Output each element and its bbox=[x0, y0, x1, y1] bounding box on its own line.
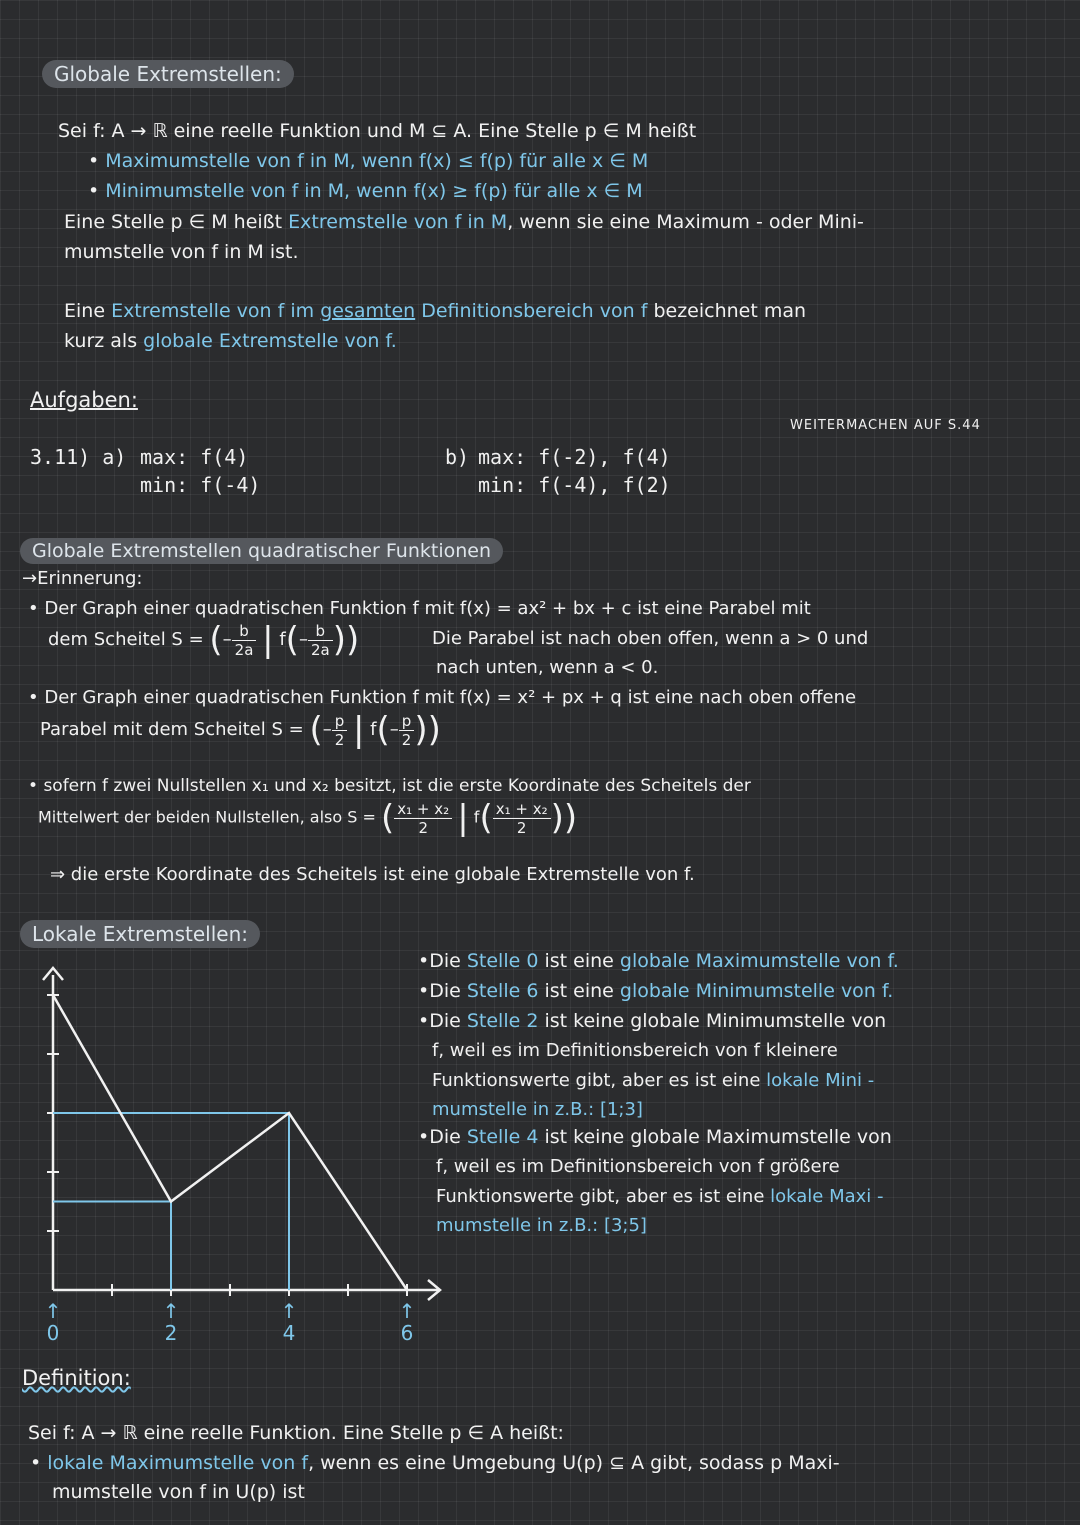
task-a-label: 3.11) a) bbox=[30, 445, 127, 469]
vertex-formula-3: Mittelwert der beiden Nullstellen, also S = ( $\frac{\text{x₁ + x₂}}{2}$ | f( $\frac{\text{x₁ + x₂}}{2}$ )) bbox=[38, 798, 578, 838]
text: Die bbox=[429, 950, 467, 972]
bar: | bbox=[262, 620, 274, 660]
reminder-label: →Erinnerung: bbox=[22, 568, 143, 589]
bullet-quadratic-3: • sofern f zwei Nullstellen x₁ und x₂ besitzt, ist die erste Koordinate des Scheitels der bbox=[28, 776, 751, 796]
text-highlight: Stelle 2 bbox=[466, 1010, 539, 1032]
local-point-2: •Die Stelle 6 ist eine globale Minimumstelle von f. bbox=[418, 980, 894, 1002]
bullet-min: • Minimumstelle von f in M, wenn f(x) ≥ f(p) für alle x ∈ M bbox=[88, 180, 643, 202]
section-title-quadratic: Globale Extremstellen quadratischer Funktionen bbox=[20, 538, 503, 564]
section-title-global-extrema: Globale Extremstellen: bbox=[42, 60, 294, 88]
text: dem Scheitel S = bbox=[48, 629, 204, 650]
definition-title: Definition: bbox=[22, 1366, 131, 1390]
text-highlight: Extremstelle von f im bbox=[111, 300, 321, 322]
text: Die bbox=[429, 980, 467, 1002]
x-axis-labels bbox=[45, 1299, 416, 1345]
text-highlight: Stelle 0 bbox=[466, 950, 539, 972]
local-point-4-line-3 bbox=[436, 1186, 884, 1207]
global-def-line-2 bbox=[64, 330, 397, 352]
vertex-formula-2: Parabel mit dem Scheitel S = (– $\frac{p}{2}$ | f(– $\frac{p}{2}$ )) bbox=[40, 710, 441, 750]
x-label-arrow: ↑ bbox=[44, 1299, 62, 1323]
function-line bbox=[53, 995, 407, 1290]
text: Eine bbox=[64, 300, 112, 322]
task-b-max: max: f(-2), f(4) bbox=[478, 445, 671, 469]
x-label-arrow: ↑ bbox=[398, 1299, 416, 1323]
paren-open: ( bbox=[209, 620, 223, 660]
numerator: p bbox=[399, 712, 415, 731]
text: ist eine bbox=[538, 950, 620, 972]
text: Eine Stelle p ∈ M heißt bbox=[64, 211, 289, 233]
tasks-title: Aufgaben: bbox=[30, 388, 138, 412]
conclusion: ⇒ die erste Koordinate des Scheitels ist eine globale Extremstelle von f. bbox=[50, 864, 695, 885]
numerator: b bbox=[308, 622, 333, 641]
text-highlight: Definitionsbereich von f bbox=[415, 300, 648, 322]
denominator: 2 bbox=[516, 818, 527, 837]
local-point-3-line-3 bbox=[432, 1070, 874, 1091]
text: kurz als bbox=[64, 330, 144, 352]
text: bezeichnet man bbox=[647, 300, 807, 322]
bar: | bbox=[457, 798, 469, 838]
text-highlight: Extremstelle von f in M bbox=[288, 211, 508, 233]
definition-intro: Sei f: A → ℝ eine reelle Funktion und M ⊆ A. Eine Stelle p ∈ M heißt bbox=[58, 120, 697, 142]
text: , wenn es eine Umgebung U(p) ⊆ A gibt, sodass p Maxi- bbox=[308, 1452, 840, 1474]
bullet-quadratic-2: • Der Graph einer quadratischen Funktion f mit f(x) = x² + px + q ist eine nach oben offene bbox=[28, 687, 857, 708]
text-highlight: globale Minimumstelle von f. bbox=[619, 980, 894, 1002]
local-point-4-line-4: mumstelle in z.B.: [3;5] bbox=[436, 1215, 647, 1236]
fraction-p-2 bbox=[332, 712, 348, 749]
x-label-arrow: ↑ bbox=[280, 1299, 298, 1323]
paren-open: ( bbox=[381, 798, 395, 838]
definition-bullet: • lokale Maximumstelle von f, wenn es eine Umgebung U(p) ⊆ A gibt, sodass p Maxi- bbox=[30, 1452, 840, 1474]
x-label: 0 bbox=[46, 1321, 60, 1345]
denominator: 2a bbox=[234, 640, 254, 659]
text: Die bbox=[429, 1126, 467, 1148]
denominator: 2 bbox=[418, 818, 428, 837]
definition-bullet-line-2: mumstelle von f in U(p) ist bbox=[52, 1481, 305, 1503]
vertex-formula-1: dem Scheitel S = (– $\frac{b}{2a}$ | f(– $\frac{b}{2a}$ )) bbox=[48, 620, 360, 660]
task-b-label: b) bbox=[445, 445, 470, 469]
numerator: p bbox=[332, 712, 348, 731]
x-label: 2 bbox=[164, 1321, 178, 1345]
numerator: b bbox=[232, 622, 257, 641]
text: Die bbox=[429, 1010, 467, 1032]
text: sofern f zwei Nullstellen x₁ und x₂ besitzt, ist die erste Koordinate des Scheitels der bbox=[43, 776, 751, 796]
local-point-1: •Die Stelle 0 ist eine globale Maximumstelle von f. bbox=[418, 950, 899, 972]
bar: | bbox=[352, 710, 365, 750]
text: ist eine bbox=[538, 980, 620, 1002]
local-point-4-line-2: f, weil es im Definitionsbereich von f größere bbox=[436, 1156, 840, 1177]
local-point-3-line-4: mumstelle in z.B.: [1;3] bbox=[432, 1099, 643, 1120]
paren-open: ( bbox=[376, 710, 390, 750]
fraction-p-2 bbox=[399, 712, 415, 749]
paren-open: ( bbox=[309, 710, 323, 750]
denominator: 2 bbox=[334, 730, 345, 749]
global-def-line bbox=[64, 300, 806, 322]
text: Funktionswerte gibt, aber es ist eine bbox=[432, 1070, 767, 1091]
extremstelle-line-2: mumstelle von f in M ist. bbox=[64, 241, 299, 263]
axis-ticks bbox=[47, 995, 407, 1296]
x-label-arrow: ↑ bbox=[162, 1299, 180, 1323]
section-title-local-extrema: Lokale Extremstellen: bbox=[20, 920, 260, 948]
text: Der Graph einer quadratischen Funktion f mit f(x) = x² + px + q ist eine nach oben offene bbox=[44, 687, 857, 708]
parabola-down-text: nach unten, wenn a < 0. bbox=[436, 657, 659, 678]
text: , wenn sie eine Maximum - oder Mini- bbox=[507, 211, 864, 233]
text-highlight: globale Extremstelle von f. bbox=[143, 330, 397, 352]
parabola-open-text: Die Parabel ist nach oben offen, wenn a > 0 und bbox=[432, 628, 869, 649]
text: Mittelwert der beiden Nullstellen, also S = bbox=[38, 807, 376, 827]
fraction-mean bbox=[493, 800, 551, 837]
bullet-max-text: Maximumstelle von f in M, wenn f(x) ≤ f(p) für alle x ∈ M bbox=[105, 150, 649, 172]
paren-close: )) bbox=[414, 710, 441, 750]
denominator: 2 bbox=[401, 730, 412, 749]
numerator: x₁ + x₂ bbox=[394, 800, 452, 819]
paren-open: ( bbox=[479, 798, 493, 838]
denominator: 2a bbox=[310, 640, 330, 659]
task-b-min: min: f(-4), f(2) bbox=[478, 473, 671, 497]
bullet-quadratic-1: • Der Graph einer quadratischen Funktion f mit f(x) = ax² + bx + c ist eine Parabel mit bbox=[28, 598, 811, 619]
text: ist keine globale Minimumstelle von bbox=[538, 1010, 887, 1032]
text: Funktionswerte gibt, aber es ist eine bbox=[436, 1186, 771, 1207]
numerator: x₁ + x₂ bbox=[493, 800, 551, 819]
text-highlight: globale Maximumstelle von f. bbox=[619, 950, 899, 972]
local-point-4: •Die Stelle 4 ist keine globale Maximumstelle von bbox=[418, 1126, 892, 1148]
paren-close: )) bbox=[550, 798, 578, 838]
fraction-b-2a bbox=[308, 622, 333, 659]
text-highlight: lokale Maxi - bbox=[770, 1186, 884, 1207]
definition-line-1: Sei f: A → ℝ eine reelle Funktion. Eine Stelle p ∈ A heißt: bbox=[28, 1422, 564, 1444]
note-continue: WEITERMACHEN AUF S.44 bbox=[790, 418, 981, 433]
text-highlight: Stelle 6 bbox=[466, 980, 539, 1002]
text-highlight: lokale Mini - bbox=[766, 1070, 875, 1091]
function-graph bbox=[20, 955, 460, 1365]
text-highlight: lokale Maximumstelle von f bbox=[47, 1452, 309, 1474]
paren-close: )) bbox=[332, 620, 360, 660]
text: Der Graph einer quadratischen Funktion f mit f(x) = ax² + bx + c ist eine Parabel mit bbox=[44, 598, 811, 619]
bullet-min-text: Minimumstelle von f in M, wenn f(x) ≥ f(p) für alle x ∈ M bbox=[105, 180, 643, 202]
text: Parabel mit dem Scheitel S = bbox=[40, 719, 304, 740]
task-a-max: max: f(4) bbox=[140, 445, 249, 469]
x-label: 6 bbox=[400, 1321, 414, 1345]
x-label: 4 bbox=[282, 1321, 296, 1345]
text-highlight-underlined: gesamten bbox=[320, 300, 416, 322]
fraction-mean bbox=[394, 800, 452, 837]
task-a-min: min: f(-4) bbox=[140, 473, 261, 497]
bullet-max: • Maximumstelle von f in M, wenn f(x) ≤ f(p) für alle x ∈ M bbox=[88, 150, 649, 172]
extremstelle-line bbox=[64, 211, 864, 233]
text: ist keine globale Maximumstelle von bbox=[538, 1126, 892, 1148]
fraction-b-2a bbox=[232, 622, 257, 659]
paren-open: ( bbox=[285, 620, 299, 660]
local-point-3: •Die Stelle 2 ist keine globale Minimumstelle von bbox=[418, 1010, 887, 1032]
local-point-3-line-2: f, weil es im Definitionsbereich von f kleinere bbox=[432, 1040, 838, 1061]
text-highlight: Stelle 4 bbox=[466, 1126, 539, 1148]
